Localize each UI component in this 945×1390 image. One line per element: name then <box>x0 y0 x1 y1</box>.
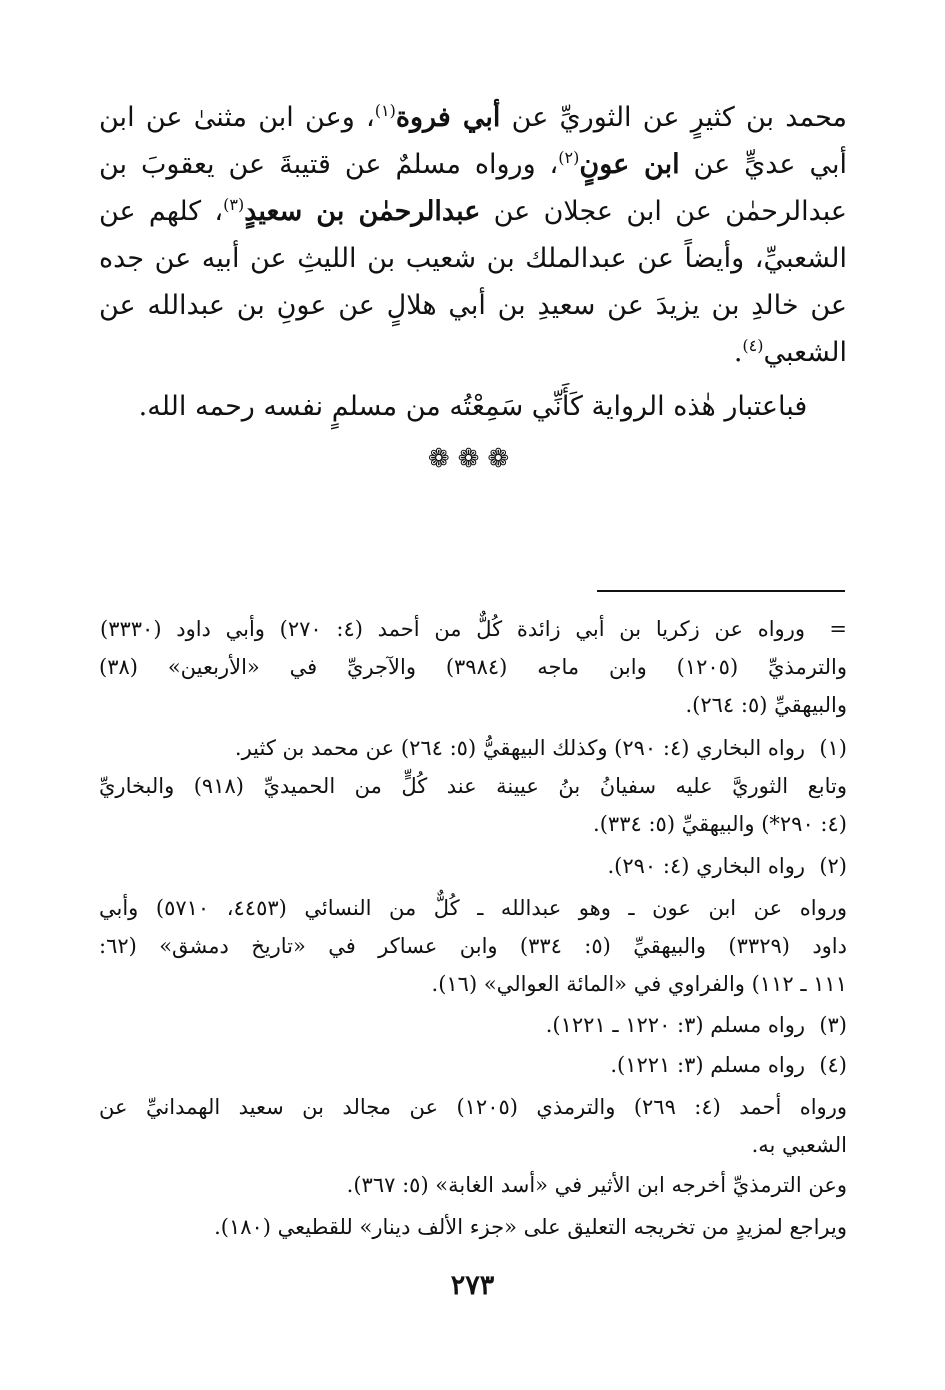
closing-sentence: فباعتبار هٰذه الرواية كَأَنِّي سَمِعْتُه من مسلمٍ نفسه رحمه الله. <box>138 391 808 422</box>
footnote-line: ورواه أحمد (٤: ٢٦٩) والترمذي (١٢٠٥) عن مجالد بن سعيد الهمدانيِّ عن <box>99 1095 847 1119</box>
footnote-line: رواه مسلم (٣: ١٢٢٠ ـ ١٢٢١). <box>545 1013 805 1037</box>
narrator-name: ابن عونٍ <box>579 149 680 180</box>
body-line-5: عن خالدِ بن يزيدَ عن سعيدِ بن أبي هلالٍ عن عونِ بن عبدالله عن <box>99 290 847 321</box>
footnote-line: والترمذيِّ (١٢٠٥) وابن ماجه (٣٩٨٤) والآجريِّ في «الأربعين» (٣٨) <box>99 655 847 679</box>
footnote-line: وعن الترمذيِّ أخرجه ابن الأثير في «أسد الغابة» (٥: ٣٦٧). <box>346 1173 847 1197</box>
footnote-line: داود (٣٣٢٩) والبيهقيِّ (٥: ٣٣٤) وابن عساكر في «تاريخ دمشق» (٦٢: <box>99 934 847 958</box>
footnote-line: (٤: ٢٩٠*) والبيهقيِّ (٥: ٣٣٤). <box>593 812 847 836</box>
body-line-4: الشعبيِّ، وأيضاً عن عبدالملك بن شعيب بن الليثِ عن أبيه عن جده <box>99 243 847 274</box>
narrator-name: عبدالرحمٰن بن سعيدٍ <box>244 196 481 227</box>
footnote-number-3: (٣) <box>819 1013 847 1037</box>
footnote-ref: (١) <box>374 101 396 120</box>
footnote-line: رواه البخاري (٤: ٢٩٠). <box>607 854 805 878</box>
footnote-line: ورواه عن زكريا بن أبي زائدة كُلٌّ من أحمد (٤: ٢٧٠) وأبي داود (٣٣٣٠) <box>100 617 805 641</box>
body-line-6: الشعبي$^{(٤)}$. <box>733 336 847 368</box>
footnote-line: رواه البخاري (٤: ٢٩٠) وكذلك البيهقيُّ (٥: ٢٦٤) عن محمد بن كثير. <box>234 736 805 760</box>
footnote-number-2: (٢) <box>819 854 847 878</box>
footnote-ref: (٤) <box>742 336 764 355</box>
footnote-line: ١١١ ـ ١١٢) والفراوي في «المائة العوالي» (١٦). <box>431 972 847 996</box>
body-line-2: أبي عديٍّ عن ابن عونٍ$^{(٢)}$، ورواه مسلمٌ عن قتيبةَ عن يعقوبَ بن <box>99 148 848 180</box>
footnote-line: ورواه عن ابن عون ـ وهو عبدالله ـ كُلٌّ من النسائي (٤٤٥٣، ٥٧١٠) وأبي <box>99 896 847 920</box>
footnote-line: والبيهقيِّ (٥: ٢٦٤). <box>685 693 847 717</box>
footnote-number-1: (١) <box>819 736 847 760</box>
footnote-divider <box>597 590 845 592</box>
footnote-ref: (٣) <box>223 195 245 214</box>
footnote-number-4: (٤) <box>819 1053 847 1077</box>
continuation-marker: = <box>829 617 847 641</box>
body-line-3: عبدالرحمٰن عن ابن عجلان عن عبدالرحمٰن بن سعيدٍ$^{(٣)}$، كلهم عن <box>99 195 848 227</box>
footnote-line: وتابع الثوريَّ عليه سفيانُ بنُ عيينة عند كُلٍّ من الحميديِّ (٩١٨) والبخاريِّ <box>99 774 847 798</box>
body-line-1: محمد بن كثيرٍ عن الثوريِّ عن أبي فروة$^{(١)}$، وعن ابن مثنىٰ عن ابن <box>99 101 847 133</box>
footnote-line: الشعبي به. <box>751 1133 847 1157</box>
footnote-line: ويراجع لمزيدٍ من تخريجه التعليق على «جزء الألف دينار» للقطيعي (١٨٠). <box>214 1215 847 1239</box>
ornament-separator: ❁❁❁ <box>427 444 518 474</box>
footnote-ref: (٢) <box>558 148 580 167</box>
footnote-line: رواه مسلم (٣: ١٢٢١). <box>610 1053 805 1077</box>
page-number: ٢٧٣ <box>450 1270 495 1301</box>
narrator-name: أبي فروة <box>395 102 501 133</box>
